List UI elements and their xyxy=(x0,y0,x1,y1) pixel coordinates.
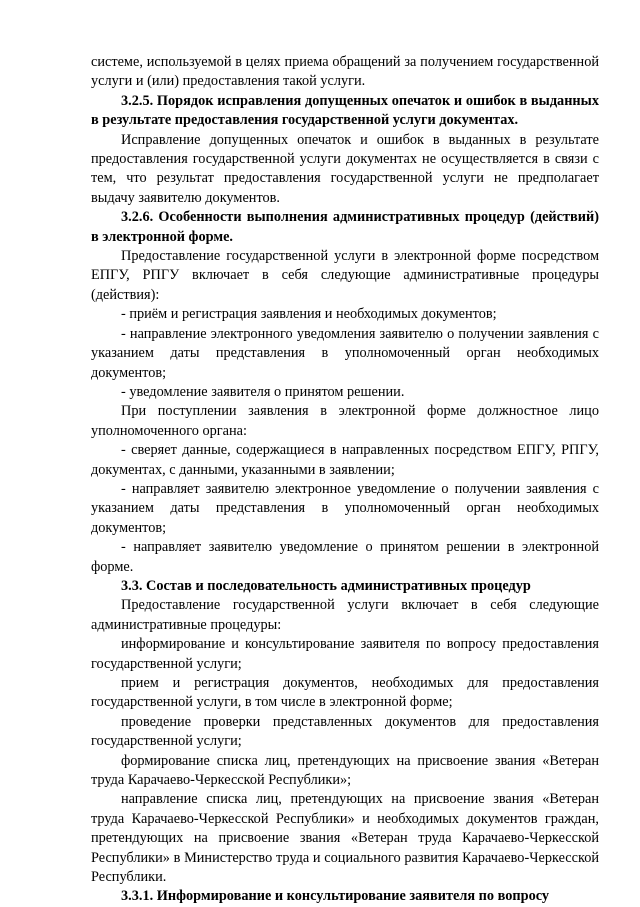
heading-3-3-1: 3.3.1. Информирование и консультирование заявителя по вопросу xyxy=(121,888,550,905)
list-item: информирование и консультирование заявителя по вопросу предоставления государственной услуги; xyxy=(91,636,599,672)
paragraph: При поступлении заявления в электронной форме должностное лицо уполномоченного органа: xyxy=(91,403,599,439)
list-item: прием и регистрация документов, необходимых для предоставления государственной услуги, в том числе в электронной форме; xyxy=(91,675,599,711)
heading-3-2-5: 3.2.5. Порядок исправления допущенных опечаток и ошибок в выданных в результате предоставления государственной услуги документах. xyxy=(91,92,599,129)
list-item: - уведомление заявителя о принятом решении. xyxy=(121,383,405,400)
heading-3-2-6: 3.2.6. Особенности выполнения административных процедур (действий) в электронной форме. xyxy=(91,209,599,245)
paragraph: Предоставление государственной услуги в электронной форме посредством ЕПГУ, РПГУ включает в себя следующие административные процедуры (действия): xyxy=(91,248,599,303)
list-item: - направление электронного уведомления заявителю о получении заявления с указанием даты представления в уполномоченный орган необходимых документов; xyxy=(91,325,599,381)
list-item: - приём и регистрация заявления и необходимых документов; xyxy=(121,306,497,323)
list-item: - сверяет данные, содержащиеся в направленных посредством ЕПГУ, РПГУ, документах, с данными, указанными в заявлении; xyxy=(91,442,599,478)
paragraph: Предоставление государственной услуги включает в себя следующие административные процедуры: xyxy=(91,597,599,633)
list-item: формирование списка лиц, претендующих на присвоение звания «Ветеран труда Карачаево-Черкесской Республики»; xyxy=(91,752,599,789)
list-item: проведение проверки представленных документов для предоставления государственной услуги; xyxy=(91,713,599,750)
heading-3-3: 3.3. Состав и последовательность административных процедур xyxy=(121,577,531,594)
paragraph: Исправление допущенных опечаток и ошибок в выданных в результате предоставления государственной услуги документах не осуществляется в связи с тем, что результат предоставления государственной услуги не предполагает выдачу заявителю документов. xyxy=(91,131,599,206)
list-item: - направляет заявителю электронное уведомление о получении заявления с указанием даты представления в уполномоченный орган необходимых документов; xyxy=(91,480,599,536)
list-item: - направляет заявителю уведомление о принятом решении в электронной форме. xyxy=(91,539,599,575)
list-item: направление списка лиц, претендующих на присвоение звания «Ветеран труда Карачаево-Черкесской Республики» и необходимых документов граждан, претендующих на присвоение звания «Ветеран труда Карачаево-Черкесской Республики» в Министерство труда и социального развития Карачаево-Черкесской Республики. xyxy=(91,791,599,886)
paragraph-continuation: системе, используемой в целях приема обращений за получением государственной услуги и (или) предоставления такой услуги. xyxy=(91,54,599,90)
